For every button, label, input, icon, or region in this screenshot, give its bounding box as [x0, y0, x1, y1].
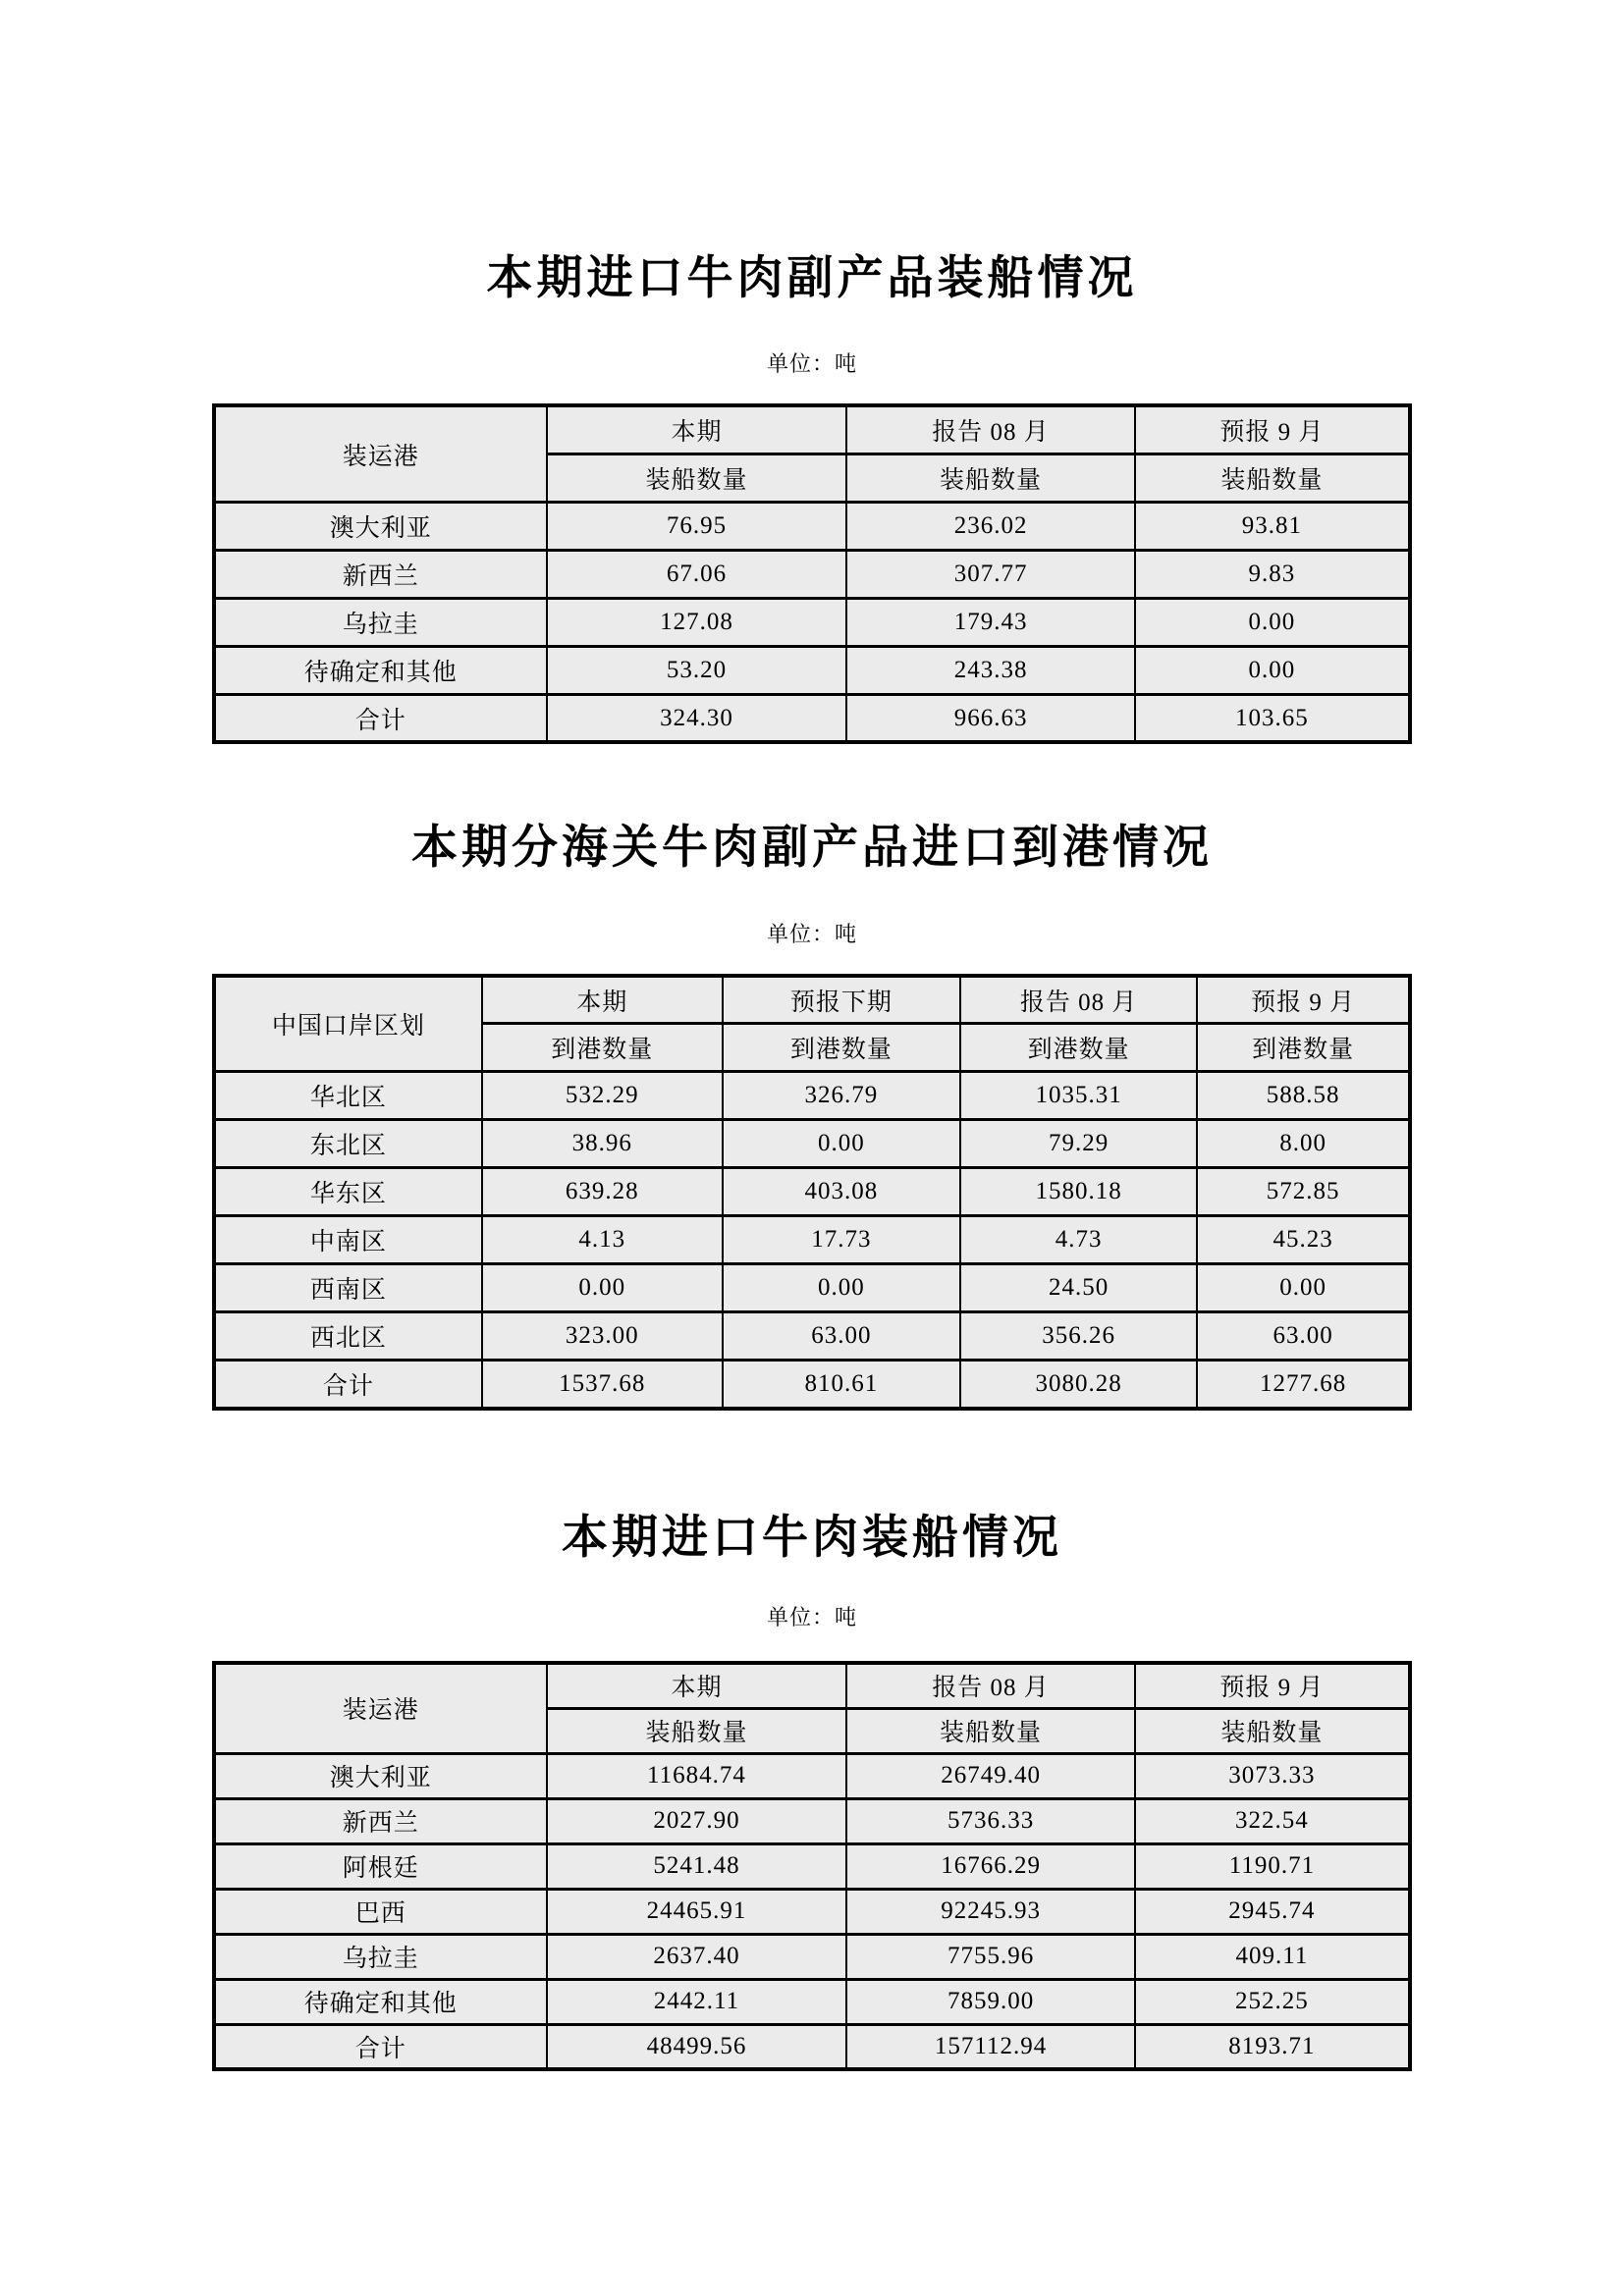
unit-label: 单位：吨: [766, 1605, 857, 1630]
row-label: 澳大利亚: [214, 1753, 547, 1798]
value-cell: 2637.40: [547, 1934, 847, 1979]
table-row: [214, 1264, 1410, 1312]
value-cell: 103.65: [1135, 694, 1410, 742]
measure-header: 装船数量: [846, 454, 1135, 502]
value-cell: 243.38: [846, 646, 1135, 694]
period-header: 报告 08 月: [846, 1663, 1135, 1708]
value-cell: 4.13: [482, 1216, 723, 1264]
byproduct-shipment-table: [212, 403, 1412, 744]
table-row: [214, 1312, 1410, 1361]
value-cell: 53.20: [547, 646, 847, 694]
table-row: [214, 694, 1410, 742]
row-label: 新西兰: [214, 550, 547, 598]
value-cell: 38.96: [482, 1120, 723, 1168]
period-header: 本期: [547, 1663, 847, 1708]
value-cell: 0.00: [723, 1120, 960, 1168]
measure-header: 到港数量: [723, 1024, 960, 1072]
row-label: 华北区: [214, 1072, 482, 1120]
value-cell: 45.23: [1197, 1216, 1410, 1264]
value-cell: 639.28: [482, 1168, 723, 1216]
value-cell: 356.26: [960, 1312, 1197, 1361]
value-cell: 1190.71: [1135, 1843, 1410, 1889]
value-cell: 67.06: [547, 550, 847, 598]
row-label: 合计: [214, 2024, 547, 2069]
row-label: 合计: [214, 694, 547, 742]
row-label: 待确定和其他: [214, 646, 547, 694]
measure-header: 装船数量: [1135, 454, 1410, 502]
value-cell: 63.00: [723, 1312, 960, 1361]
row-label: 华东区: [214, 1168, 482, 1216]
measure-header: 到港数量: [1197, 1024, 1410, 1072]
corner-header: 装运港: [214, 1663, 547, 1753]
measure-header: 装船数量: [547, 454, 847, 502]
period-header: 本期: [547, 405, 847, 454]
section-byproduct-arrival: [0, 821, 1624, 1410]
value-cell: 7755.96: [846, 1934, 1135, 1979]
value-cell: 8193.71: [1135, 2024, 1410, 2069]
value-cell: 0.00: [723, 1264, 960, 1312]
period-header: 本期: [482, 976, 723, 1024]
table-row: [214, 1843, 1410, 1889]
unit-label: 单位：吨: [766, 921, 857, 946]
table-row: [214, 1889, 1410, 1934]
row-label: 中南区: [214, 1216, 482, 1264]
value-cell: 326.79: [723, 1072, 960, 1120]
value-cell: 1035.31: [960, 1072, 1197, 1120]
value-cell: 157112.94: [846, 2024, 1135, 2069]
row-label: 新西兰: [214, 1798, 547, 1843]
table-row: [214, 1753, 1410, 1798]
value-cell: 409.11: [1135, 1934, 1410, 1979]
beef-shipment-table: [212, 1661, 1412, 2071]
table-row: [214, 1072, 1410, 1120]
row-label: 待确定和其他: [214, 1979, 547, 2024]
value-cell: 236.02: [846, 502, 1135, 550]
row-label: 西南区: [214, 1264, 482, 1312]
row-label: 澳大利亚: [214, 502, 547, 550]
value-cell: 810.61: [723, 1361, 960, 1409]
value-cell: 24465.91: [547, 1889, 847, 1934]
value-cell: 7859.00: [846, 1979, 1135, 2024]
value-cell: 179.43: [846, 598, 1135, 646]
value-cell: 5241.48: [547, 1843, 847, 1889]
byproduct-arrival-table: [212, 974, 1412, 1411]
value-cell: 16766.29: [846, 1843, 1135, 1889]
value-cell: 532.29: [482, 1072, 723, 1120]
value-cell: 26749.40: [846, 1753, 1135, 1798]
value-cell: 322.54: [1135, 1798, 1410, 1843]
row-label: 阿根廷: [214, 1843, 547, 1889]
table-row: [214, 1168, 1410, 1216]
value-cell: 63.00: [1197, 1312, 1410, 1361]
measure-header: 到港数量: [482, 1024, 723, 1072]
table-row: [214, 1979, 1410, 2024]
measure-header: 装船数量: [1135, 1708, 1410, 1753]
corner-header: 装运港: [214, 405, 547, 502]
value-cell: 17.73: [723, 1216, 960, 1264]
period-header: 报告 08 月: [846, 405, 1135, 454]
value-cell: 76.95: [547, 502, 847, 550]
value-cell: 0.00: [1197, 1264, 1410, 1312]
value-cell: 0.00: [1135, 598, 1410, 646]
value-cell: 1537.68: [482, 1361, 723, 1409]
table-row: [214, 1120, 1410, 1168]
table-row: [214, 502, 1410, 550]
value-cell: 2027.90: [547, 1798, 847, 1843]
value-cell: 324.30: [547, 694, 847, 742]
table-row: [214, 1361, 1410, 1409]
measure-header: 装船数量: [547, 1708, 847, 1753]
value-cell: 2442.11: [547, 1979, 847, 2024]
value-cell: 572.85: [1197, 1168, 1410, 1216]
row-label: 巴西: [214, 1889, 547, 1934]
section-title: 本期分海关牛肉副产品进口到港情况: [411, 823, 1213, 875]
period-header: 预报 9 月: [1135, 405, 1410, 454]
period-header: 预报 9 月: [1135, 1663, 1410, 1708]
measure-header: 装船数量: [846, 1708, 1135, 1753]
period-header: 预报 9 月: [1197, 976, 1410, 1024]
period-header: 预报下期: [723, 976, 960, 1024]
value-cell: 127.08: [547, 598, 847, 646]
table-row: [214, 1798, 1410, 1843]
value-cell: 24.50: [960, 1264, 1197, 1312]
value-cell: 0.00: [1135, 646, 1410, 694]
value-cell: 92245.93: [846, 1889, 1135, 1934]
value-cell: 9.83: [1135, 550, 1410, 598]
value-cell: 79.29: [960, 1120, 1197, 1168]
table-row: [214, 1934, 1410, 1979]
value-cell: 1277.68: [1197, 1361, 1410, 1409]
value-cell: 48499.56: [547, 2024, 847, 2069]
value-cell: 403.08: [723, 1168, 960, 1216]
value-cell: 8.00: [1197, 1120, 1410, 1168]
value-cell: 3080.28: [960, 1361, 1197, 1409]
section-byproduct-shipment: [0, 251, 1624, 744]
period-header: 报告 08 月: [960, 976, 1197, 1024]
value-cell: 0.00: [482, 1264, 723, 1312]
table-row: [214, 646, 1410, 694]
value-cell: 966.63: [846, 694, 1135, 742]
value-cell: 323.00: [482, 1312, 723, 1361]
value-cell: 4.73: [960, 1216, 1197, 1264]
value-cell: 307.77: [846, 550, 1135, 598]
measure-header: 到港数量: [960, 1024, 1197, 1072]
value-cell: 2945.74: [1135, 1889, 1410, 1934]
unit-label: 单位：吨: [766, 351, 857, 377]
row-label: 乌拉圭: [214, 1934, 547, 1979]
section-title: 本期进口牛肉装船情况: [562, 1512, 1062, 1564]
value-cell: 93.81: [1135, 502, 1410, 550]
section-title: 本期进口牛肉副产品装船情况: [486, 253, 1138, 304]
value-cell: 588.58: [1197, 1072, 1410, 1120]
table-row: [214, 598, 1410, 646]
table-row: [214, 2024, 1410, 2069]
section-beef-shipment: [0, 1511, 1624, 2071]
value-cell: 11684.74: [547, 1753, 847, 1798]
row-label: 合计: [214, 1361, 482, 1409]
row-label: 乌拉圭: [214, 598, 547, 646]
value-cell: 252.25: [1135, 1979, 1410, 2024]
row-label: 西北区: [214, 1312, 482, 1361]
corner-header: 中国口岸区划: [214, 976, 482, 1072]
value-cell: 5736.33: [846, 1798, 1135, 1843]
value-cell: 1580.18: [960, 1168, 1197, 1216]
table-row: [214, 550, 1410, 598]
row-label: 东北区: [214, 1120, 482, 1168]
table-row: [214, 1216, 1410, 1264]
value-cell: 3073.33: [1135, 1753, 1410, 1798]
